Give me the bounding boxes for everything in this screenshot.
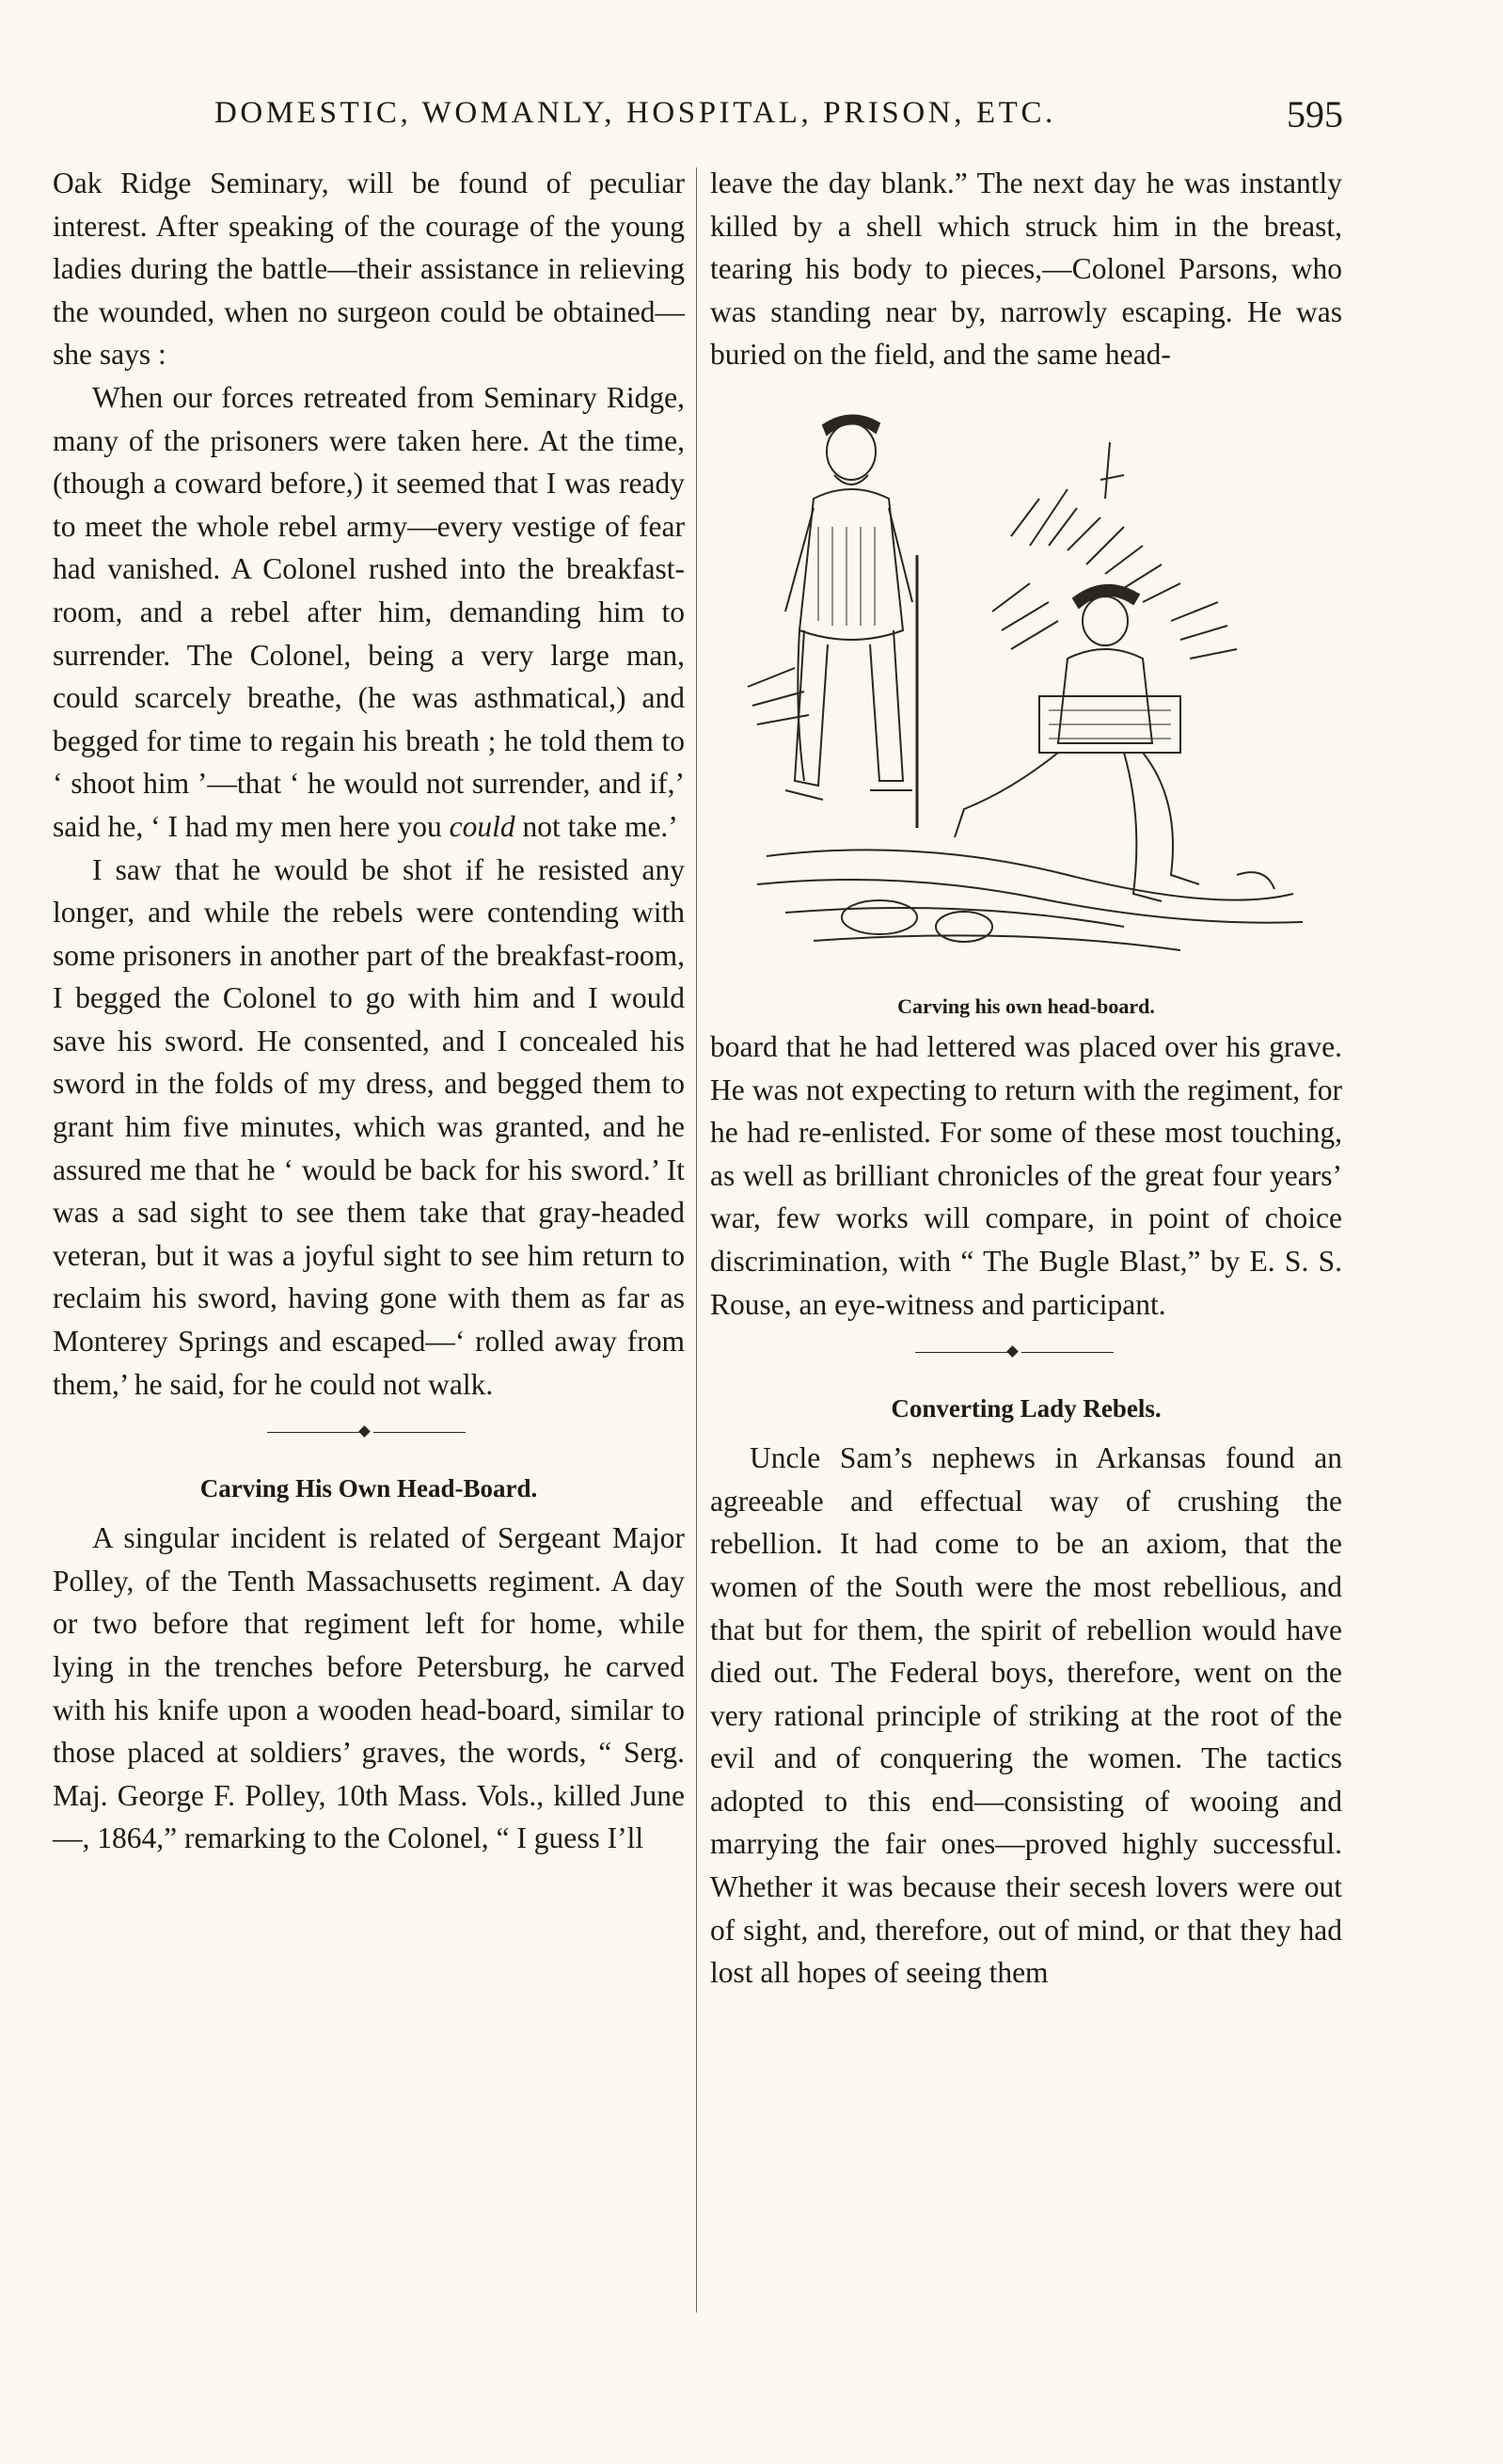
right-paragraph-2: board that he had lettered was placed over his grave. He was not expecting to return with the regiment, for he had re-enlisted. For some of these most touching, as well as brilliant chronicles of the great four years’ war, few works will compare, in point of choice discrimination, with “ The Bugle Blast,” by E. S. S. Rouse, an eye-witness and participant. [710,1029,1342,1321]
section-heading-carving: Carving His Own Head-Board. [199,1474,538,1503]
page-number: 595 [1287,93,1343,135]
right-paragraph-1: leave the day blank.” The next day he was instantly killed by a shell which struck him in the breast, tearing his body to pieces,—Colonel Parsons, who was standing near by, narrowly escaping. He was buried on the field, and the same head- [710,167,1342,372]
right-paragraph-3: Uncle Sam’s nephews in Arkansas found an agreeable and effectual way of crushing the rebellion. It had come to be an axiom, that the women of the South were the most rebellious, and that but for them, the spirit of rebellion would have died out. The Federal boys, therefore, went on the very rational principle of striking at the root of the evil and of conquering the women. The tactics adopted to this end—consisting of wooing and marrying the fair ones—proved highly successful. Whether it was because their secesh lovers were out of sight, and, therefore, out of mind, or that they had lost all hopes of seeing them [710,1441,1342,1990]
section-ornament [710,1326,1342,1382]
right-column [710,162,1342,1995]
running-head: DOMESTIC, WOMANLY, HOSPITAL, PRISON, ETC. [214,96,1056,130]
engraving-illustration [729,386,1312,988]
column-divider [696,167,697,2313]
left-paragraph-1: Oak Ridge Seminary, will be found of peculiar interest. After speaking of the courage of the young ladies during the battle—their assistance in relieving the wounded, when no surgeon could be obtained—she says : [53,167,685,372]
section-heading-converting: Converting Lady Rebels. [891,1394,1162,1423]
left-paragraph-3: I saw that he would be shot if he resisted any longer, and while the rebels were contending with some prisoners in another part of the breakfast-room, I begged the Colonel to go with him and I would save his sword. He consented, and I concealed his sword in the folds of my dress, and begged them to grant him five minutes, which was granted, and he assured me that he ‘ would be back for his sword.’ It was a sad sight to see them take that gray-headed veteran, but it was a joyful sight to see him return to reclaim his sword, having gone with them as far as Monterey Springs and escaped—‘ rolled away from them,’ he said, for he could not walk. [53,852,685,1401]
left-paragraph-2 [53,376,685,849]
left-paragraph-2-emphasis: could [449,809,515,843]
section-ornament [53,1406,685,1462]
page-header [214,92,1343,139]
left-paragraph-2-text-b: not take me.’ [514,809,678,843]
left-paragraph-4: A singular incident is related of Sergeant Major Polley, of the Tenth Massachusetts regiment. A day or two before that regiment left for home, while lying in the trenches before Petersburg, he carved with his knife upon a wooden head-board, similar to those placed at soldiers’ graves, the words, “ Serg. Maj. George F. Polley, 10th Mass. Vols., killed June —, 1864,” remarking to the Colonel, “ I guess I’ll [53,1521,685,1855]
left-column [53,162,685,1860]
figure-caption: Carving his own head-board. [897,994,1155,1018]
left-paragraph-2-text-a: When our forces retreated from Seminary Ridge, many of the prisoners were taken here. At the time, (though a coward before,) it seemed that I was ready to meet the whole rebel army—every vestige of fear had vanished. A Colonel rushed into the breakfast-room, and a rebel after him, demanding him to surrender. The Colonel, being a very large man, could scarcely breathe, (he was asthmatical,) and begged for time to regain his breath ; he told them to ‘ shoot him ’—that ‘ he would not surrender, and if,’ said he, ‘ I had my men here you [53,380,685,843]
engraving-figure [710,376,1342,1025]
